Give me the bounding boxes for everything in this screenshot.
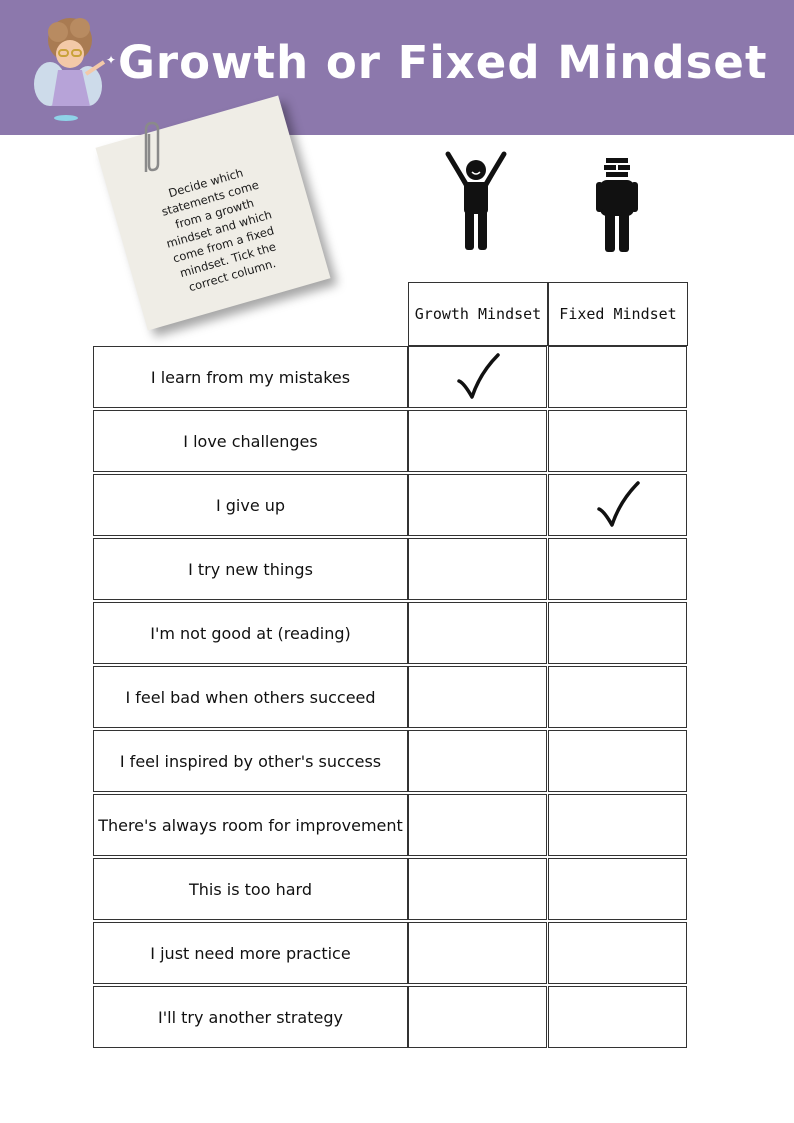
fixed-tick-cell[interactable]: [548, 794, 687, 856]
growth-tick-cell[interactable]: [408, 474, 547, 536]
statement-cell: This is too hard: [93, 858, 408, 920]
header-banner: [0, 0, 794, 135]
growth-tick-cell[interactable]: [408, 602, 547, 664]
fixed-tick-cell[interactable]: [548, 346, 687, 408]
statement-cell: I love challenges: [93, 410, 408, 472]
statement-cell: I feel bad when others succeed: [93, 666, 408, 728]
fairy-illustration: [28, 14, 116, 126]
growth-tick-cell[interactable]: [408, 666, 547, 728]
fixed-tick-cell[interactable]: [548, 538, 687, 600]
growth-tick-cell[interactable]: [408, 410, 547, 472]
fixed-tick-cell[interactable]: [548, 858, 687, 920]
statement-cell: I learn from my mistakes: [93, 346, 408, 408]
paperclip-icon: [138, 120, 164, 176]
growth-tick-cell[interactable]: [408, 986, 547, 1048]
fixed-tick-cell[interactable]: [548, 410, 687, 472]
statement-cell: I give up: [93, 474, 408, 536]
growth-tick-cell[interactable]: [408, 346, 547, 408]
growth-tick-cell[interactable]: [408, 794, 547, 856]
statement-cell: There's always room for improvement: [93, 794, 408, 856]
fixed-tick-cell[interactable]: [548, 730, 687, 792]
growth-tick-cell[interactable]: [408, 538, 547, 600]
growth-person-icon: [440, 150, 512, 252]
svg-text:✦: ✦: [106, 53, 116, 67]
growth-tick-cell[interactable]: [408, 922, 547, 984]
statement-cell: I try new things: [93, 538, 408, 600]
growth-tick-cell[interactable]: [408, 858, 547, 920]
check-icon: [596, 481, 640, 529]
statement-cell: I'm not good at (reading): [93, 602, 408, 664]
check-icon: [456, 353, 500, 401]
instruction-text: Decide which statements come from a growth mindset and which come from a fixed mindset. Tick the correct column.: [159, 165, 278, 295]
fixed-tick-cell[interactable]: [548, 986, 687, 1048]
fixed-tick-cell[interactable]: [548, 666, 687, 728]
statement-cell: I'll try another strategy: [93, 986, 408, 1048]
fixed-tick-cell[interactable]: [548, 602, 687, 664]
statement-cell: I just need more practice: [93, 922, 408, 984]
statement-cell: I feel inspired by other's success: [93, 730, 408, 792]
column-header-fixed: Fixed Mindset: [548, 282, 688, 346]
page-title: Growth or Fixed Mindset: [118, 36, 768, 89]
column-header-growth: Growth Mindset: [408, 282, 548, 346]
growth-tick-cell[interactable]: [408, 730, 547, 792]
fixed-tick-cell[interactable]: [548, 474, 687, 536]
fixed-tick-cell[interactable]: [548, 922, 687, 984]
fixed-person-icon: [594, 156, 640, 252]
